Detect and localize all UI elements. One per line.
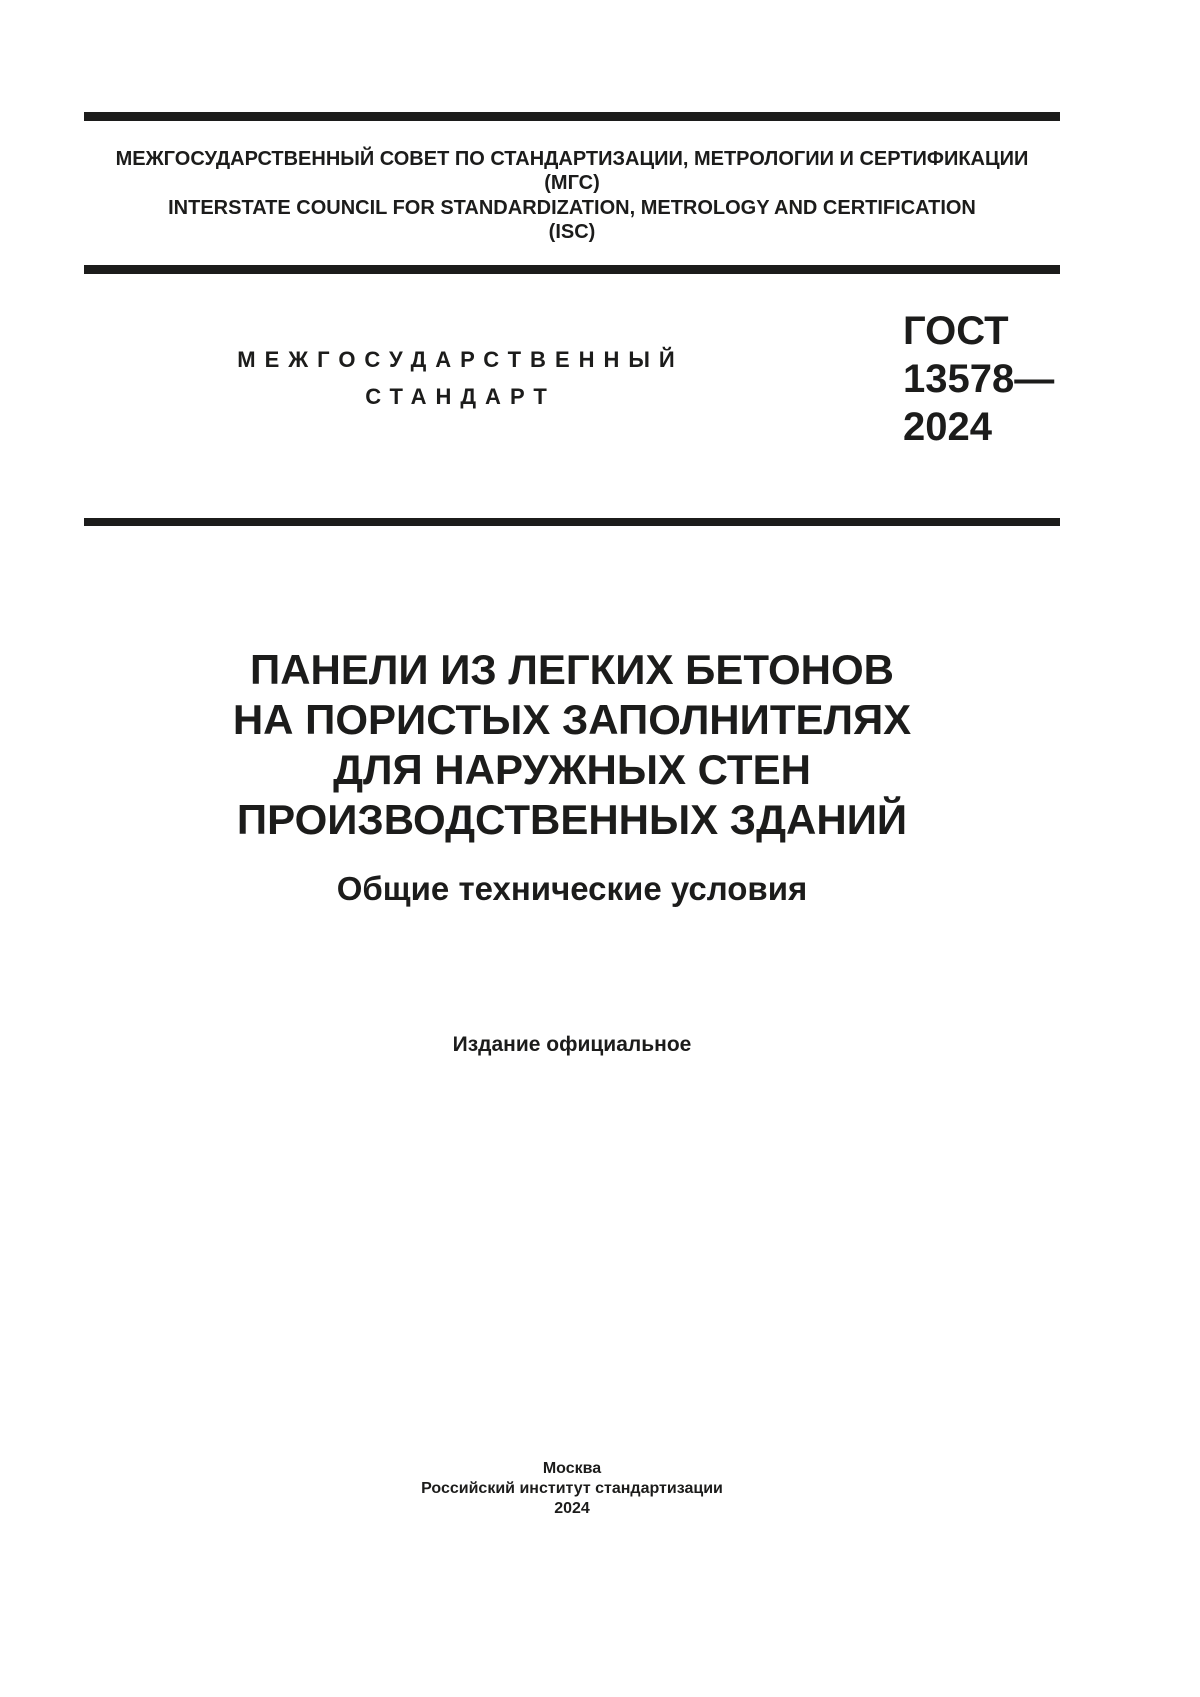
council-name-ru: МЕЖГОСУДАРСТВЕННЫЙ СОВЕТ ПО СТАНДАРТИЗАЦИИ, МЕТРОЛОГИИ И СЕРТИФИКАЦИИ	[115, 148, 1029, 170]
top-rule	[84, 112, 1060, 121]
standard-type-line-2: СТАНДАРТ	[365, 384, 556, 409]
designation-prefix: ГОСТ	[903, 309, 1009, 353]
edition-note: Издание официальное	[452, 1033, 692, 1056]
designation-year: 2024	[903, 405, 992, 449]
council-abbr-en: (ISC)	[548, 221, 596, 244]
imprint	[84, 1459, 1060, 1519]
council-abbr-ru: (МГС)	[544, 172, 600, 195]
standard-type-line-1: МЕЖГОСУДАРСТВЕННЫЙ	[237, 347, 684, 372]
document-subtitle: Общие технические условия	[336, 870, 808, 907]
standard-type-label	[84, 341, 828, 415]
title-line-3: ДЛЯ НАРУЖНЫХ СТЕН	[333, 746, 811, 793]
title-line-2: НА ПОРИСТЫХ ЗАПОЛНИТЕЛЯХ	[232, 696, 912, 743]
imprint-year: 2024	[554, 1500, 590, 1517]
designation-number: 13578—	[903, 357, 1055, 401]
title-line-1: ПАНЕЛИ ИЗ ЛЕГКИХ БЕТОНОВ	[250, 646, 894, 693]
council-header	[84, 147, 1060, 245]
header-divider-rule	[84, 265, 1060, 274]
standard-designation	[903, 307, 1054, 451]
title-line-4: ПРОИЗВОДСТВЕННЫХ ЗДАНИЙ	[236, 796, 908, 843]
band-divider-rule	[84, 518, 1060, 526]
imprint-publisher: Российский институт стандартизации	[421, 1480, 723, 1497]
document-title	[84, 645, 1060, 845]
imprint-city: Москва	[542, 1460, 602, 1477]
council-name-en: INTERSTATE COUNCIL FOR STANDARDIZATION, METROLOGY AND CERTIFICATION	[168, 196, 976, 219]
